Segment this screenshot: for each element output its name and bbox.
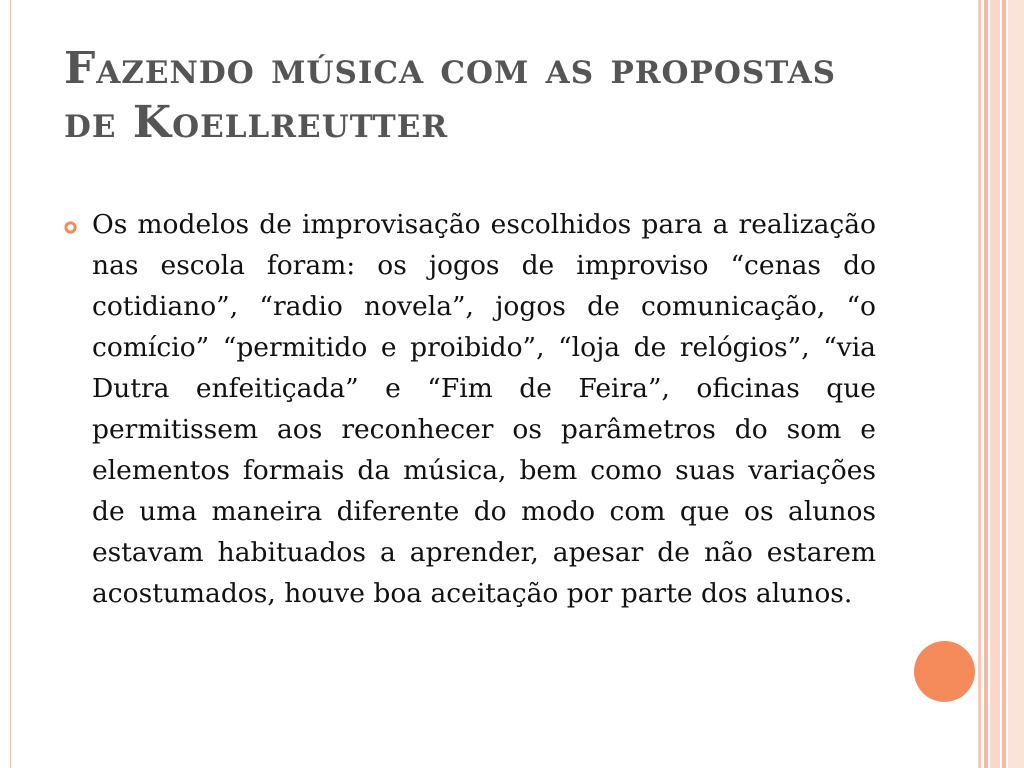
orange-circle-decoration bbox=[914, 641, 975, 702]
right-stripe bbox=[984, 0, 988, 768]
bullet-text: Os modelos de improvisação escolhidos para a realização nas escola foram: os jogos de improviso “cenas do cotidiano”, “radio novela”, jogos de comunicação, “o comício” “permitido e proibido”, “loja de relógios”, “via Dutra enfeitiçada” e “Fim de Feira”, oficinas que permitissem aos reconhecer os parâmetros do som e elementos formais da música, bem como suas variações de uma maneira diferente do modo com que os alunos estavam habituados a aprender, apesar de não estarem acostumados, houve boa aceitação por parte dos alunos. bbox=[92, 209, 876, 609]
ring-bullet-icon bbox=[64, 221, 77, 234]
slide-title: Fazendo música com as propostas de Koellreutter bbox=[64, 43, 837, 148]
left-border-line bbox=[10, 0, 11, 768]
right-stripe bbox=[1008, 0, 1024, 768]
right-stripe bbox=[990, 0, 1000, 768]
right-stripe bbox=[1002, 0, 1006, 768]
right-stripe bbox=[978, 0, 981, 768]
